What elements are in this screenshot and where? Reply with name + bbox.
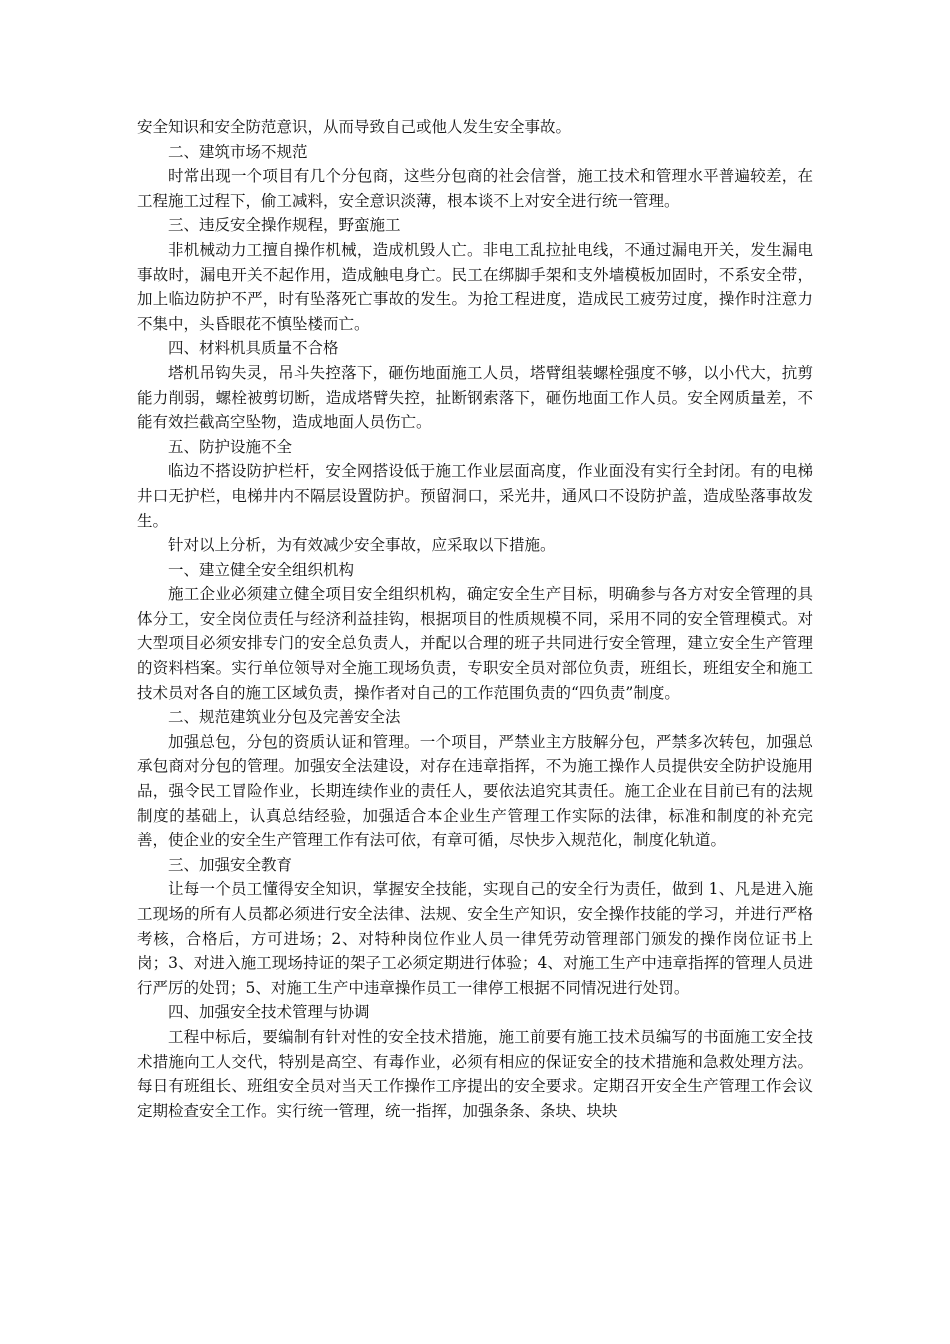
section-heading: 三、加强安全教育 <box>168 855 293 874</box>
section-heading: 五、防护设施不全 <box>168 437 293 456</box>
paragraph: 让每一个员工懂得安全知识，掌握安全技能，实现自己的安全行为责任，做到 1、凡是进入施工现场的所有人员都必须进行安全法律、法规、安全生产知识，安全操作技能的学习，并进行严格考核，合格后，方可进场；2、对特种岗位作业人员一律凭劳动管理部门颁发的操作岗位证书上岗；3、对进入施工现场持证的架子工必须定期进行体验；4、对施工生产中违章指挥的管理人员进行严厉的处罚；5、对施工生产中违章操作员工一律停工根据不同情况进行处罚。 <box>137 880 813 997</box>
paragraph: 加强总包，分包的资质认证和管理。一个项目，严禁业主方肢解分包，严禁多次转包，加强总承包商对分包的管理。加强安全法建设，对存在违章指挥，不为施工操作人员提供安全防护设施用品，强令民工冒险作业，长期连续作业的责任人，要依法追究其责任。施工企业在目前已有的法规制度的基础上，认真总结经验，加强适合本企业生产管理工作实际的法律，标准和制度的补充完善，使企业的安全生产管理工作有法可依，有章可循，尽快步入规范化，制度化轨道。 <box>137 732 813 850</box>
section-heading: 三、违反安全操作规程，野蛮施工 <box>168 216 401 235</box>
paragraph: 施工企业必须建立健全项目安全组织机构，确定安全生产目标，明确参与各方对安全管理的具体分工，安全岗位责任与经济利益挂钩，根据项目的性质规模不同，采用不同的安全管理模式。对大型项目必须安排专门的安全总负责人，并配以合理的班子共同进行安全管理，建立安全生产管理的资料档案。实行单位领导对全施工现场负责，专职安全员对部位负责，班组长，班组安全和施工技术员对各自的施工区域负责，操作者对自己的工作范围负责的“四负责”制度。 <box>137 585 813 702</box>
paragraph: 临边不搭设防护栏杆，安全网搭设低于施工作业层面高度，作业面没有实行全封闭。有的电梯井口无护栏，电梯井内不隔层设置防护。预留洞口，采光井，通风口不设防护盖，造成坠落事故发生。 <box>137 462 813 530</box>
section-heading: 一、建立健全安全组织机构 <box>168 560 355 579</box>
paragraph: 非机械动力工擅自操作机械，造成机毁人亡。非电工乱拉扯电线，不通过漏电开关，发生漏电事故时，漏电开关不起作用，造成触电身亡。民工在绑脚手架和支外墙模板加固时，不系安全带，加上临边防护不严，时有坠落死亡事故的发生。为抢工程进度，造成民工疲劳过度，操作时注意力不集中，头昏眼花不慎坠楼而亡。 <box>137 240 813 333</box>
section-heading: 二、规范建筑业分包及完善安全法 <box>168 708 401 727</box>
paragraph: 针对以上分析，为有效减少安全事故，应采取以下措施。 <box>168 536 556 555</box>
paragraph: 安全知识和安全防范意识，从而导致自己或他人发生安全事故。 <box>137 118 572 136</box>
section-heading: 四、加强安全技术管理与协调 <box>168 1003 370 1022</box>
paragraph: 时常出现一个项目有几个分包商，这些分包商的社会信誉，施工技术和管理水平普遍较差，在工程施工过程下，偷工减料，安全意识淡薄，根本谈不上对安全进行统一管理。 <box>137 167 813 210</box>
document-body <box>137 115 813 1123</box>
section-heading: 四、材料机具质量不合格 <box>168 339 339 358</box>
paragraph: 工程中标后，要编制有针对性的安全技术措施，施工前要有施工技术员编写的书面施工安全技术措施向工人交代，特别是高空、有毒作业，必须有相应的保证安全的技术措施和急救处理方法。每日有班组长、班组安全员对当天工作操作工序提出的安全要求。定期召开安全生产管理工作会议定期检查安全工作。实行统一管理，统一指挥，加强条条、条块、块块 <box>137 1027 813 1120</box>
paragraph: 塔机吊钩失灵，吊斗失控落下，砸伤地面施工人员，塔臂组装螺栓强度不够，以小代大，抗剪能力削弱，螺栓被剪切断，造成塔臂失控，扯断钢索落下，砸伤地面工作人员。安全网质量差，不能有效拦截高空坠物，造成地面人员伤亡。 <box>137 363 813 432</box>
section-heading: 二、建筑市场不规范 <box>168 142 308 161</box>
